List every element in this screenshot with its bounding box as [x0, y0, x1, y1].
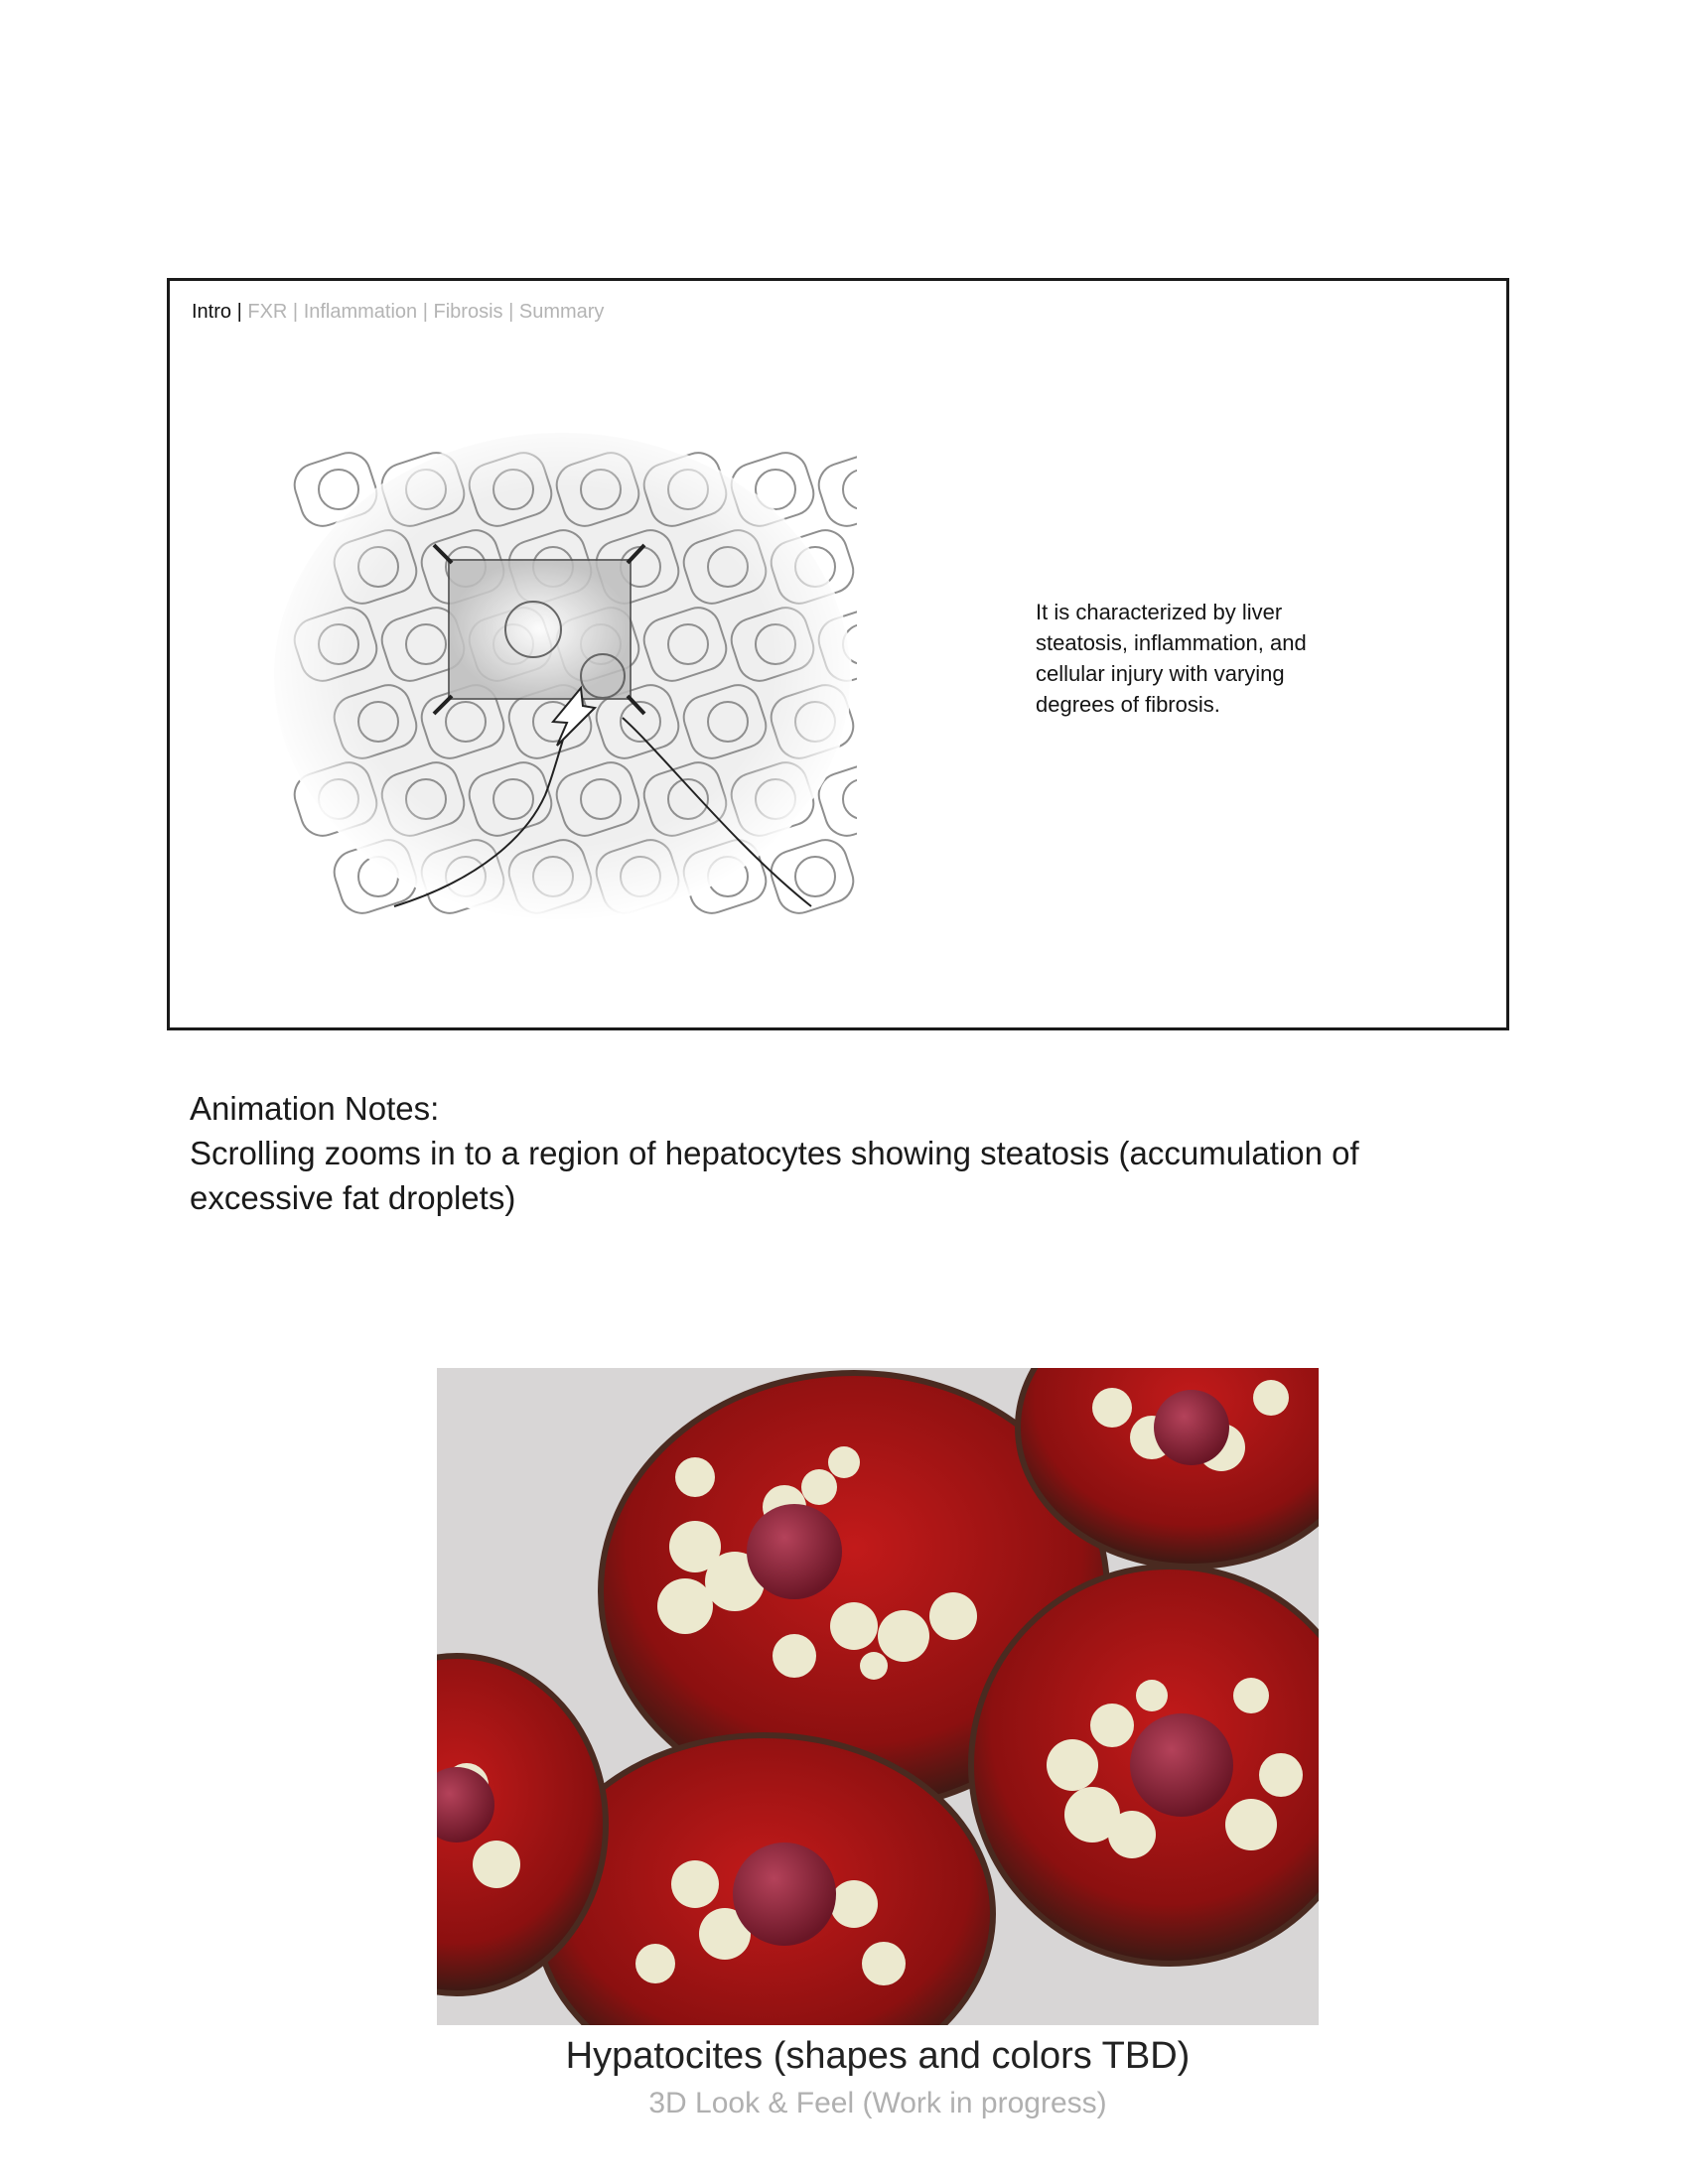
figure-subcaption: 3D Look & Feel (Work in progress): [648, 2087, 1107, 2119]
notes-heading: Animation Notes:: [190, 1090, 440, 1127]
nav-item-intro[interactable]: Intro: [192, 301, 232, 323]
nav-separator: |: [422, 301, 434, 323]
hepatocyte-sketch-icon: [267, 428, 857, 924]
nav-item-fxr[interactable]: FXR: [247, 301, 288, 323]
hepatocyte-render-icon: [437, 1368, 1319, 2025]
nav-separator: |: [236, 301, 248, 323]
nav-item-summary[interactable]: Summary: [518, 301, 605, 323]
animation-notes: [190, 1086, 1480, 1220]
slide-frame: [167, 278, 1509, 1030]
notes-body: Scrolling zooms in to a region of hepatocytes showing steatosis (accumulation of excessive fat droplets): [190, 1135, 1359, 1216]
nav-item-fibrosis[interactable]: Fibrosis: [433, 301, 503, 323]
nav-separator: |: [508, 301, 514, 323]
figure-caption: Hypatocites (shapes and colors TBD): [565, 2035, 1191, 2077]
nav-separator: |: [292, 301, 304, 323]
hepatocyte-render: [437, 1368, 1319, 2025]
section-nav: [192, 301, 604, 324]
nav-item-inflammation[interactable]: Inflammation: [303, 301, 418, 323]
slide-description: It is characterized by liver steatosis, inflammation, and cellular injury with varying degrees of fibrosis.: [1036, 600, 1307, 717]
